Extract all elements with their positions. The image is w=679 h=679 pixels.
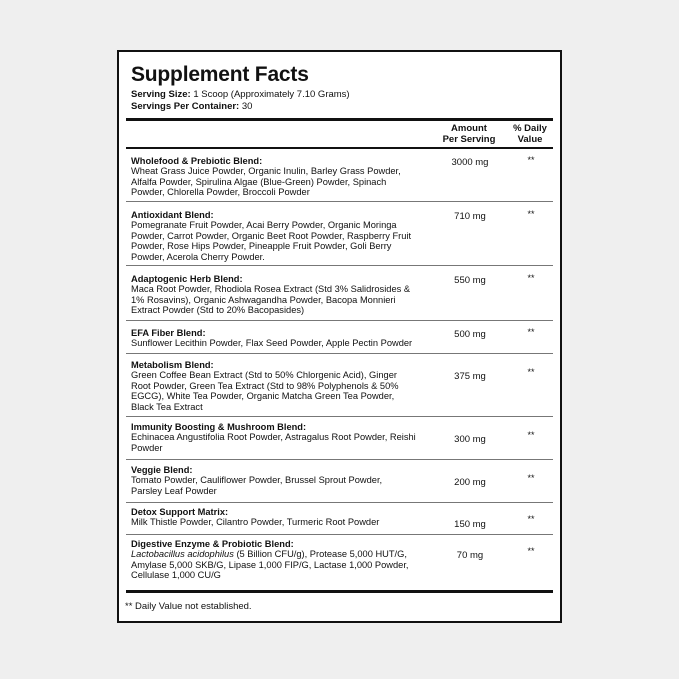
blend-ingredients-rest: (5 Billion CFU/g), Protease 5,000 HUT/G, Amylase 5,000 SKB/G, Lipase 1,000 FIP/G, Lactase 1,000 Powder, Cellulase 1,000 CU/G <box>131 549 409 580</box>
blend-amount: 3000 mg <box>451 157 489 168</box>
blend-daily-value: ** <box>527 209 535 219</box>
blend-ingredients: Wheat Grass Juice Powder, Organic Inulin, Barley Grass Powder, Alfalfa Powder, Spirulina Algae (Blue-Green) Powder, Spinach Powder, Chlorella Powder, Broccoli Powder <box>131 166 401 197</box>
servings-label: Servings Per Container: <box>131 101 240 112</box>
blend-ingredients: Maca Root Powder, Rhodiola Rosea Extract (Std 3% Salidrosides & 1% Rosavins), Organic Ashwagandha Powder, Bacopa Monnieri Extract Powder (Std to 20% Bacopasides) <box>131 284 411 315</box>
blend-amount: 550 mg <box>454 275 486 286</box>
blend-ingredients: Echinacea Angustifolia Root Powder, Astragalus Root Powder, Reishi Powder <box>131 432 416 453</box>
blend-name: Metabolism Blend: <box>131 360 214 370</box>
amount-column-header: Amount Per Serving <box>442 123 496 145</box>
blend-ingredients: Milk Thistle Powder, Cilantro Powder, Turmeric Root Powder <box>131 517 380 527</box>
blend-name: EFA Fiber Blend: <box>131 328 206 338</box>
servings-value: 30 <box>241 101 253 112</box>
blend-amount: 150 mg <box>454 519 486 530</box>
supplement-facts-panel <box>117 50 562 623</box>
blend-amount: 300 mg <box>454 434 486 445</box>
blend-daily-value: ** <box>527 546 535 556</box>
panel-title: Supplement Facts <box>131 63 309 86</box>
blend-amount: 710 mg <box>454 211 486 222</box>
blend-amount: 375 mg <box>454 371 486 382</box>
bottom-divider <box>126 590 553 593</box>
footnote: ** Daily Value not established. <box>125 601 252 612</box>
serving-size <box>131 89 350 101</box>
blend-daily-value: ** <box>527 273 535 283</box>
blend-amount: 500 mg <box>454 329 486 340</box>
blend-ingredients: Tomato Powder, Cauliflower Powder, Brussel Sprout Powder, Parsley Leaf Powder <box>131 475 383 496</box>
blend-row-veggie <box>126 460 553 503</box>
blend-name: Wholefood & Prebiotic Blend: <box>131 156 263 166</box>
blend-name: Immunity Boosting & Mushroom Blend: <box>131 422 307 432</box>
blend-amount: 200 mg <box>454 477 486 488</box>
blend-ingredients: Pomegranate Fruit Powder, Acai Berry Powder, Organic Moringa Powder, Carrot Powder, Organic Beet Root Powder, Raspberry Fruit Powder, Rose Hips Powder, Pineapple Fruit Powder, Goli Berry Powder, Acerola Cherry Powder. <box>131 220 412 262</box>
blend-name: Veggie Blend: <box>131 465 193 475</box>
blend-ingredients: Green Coffee Bean Extract (Std to 50% Chlorgenic Acid), Ginger Root Powder, Green Tea Extract (Std to 98% Polyphenols & 50% EGCG), White Tea Powder, Organic Matcha Green Tea Powder, Black Tea Extract <box>131 370 399 412</box>
blend-daily-value: ** <box>527 514 535 524</box>
blend-row-wholefood <box>126 149 553 202</box>
serving-size-value: 1 Scoop (Approximately 7.10 Grams) <box>193 89 350 100</box>
blend-row-detox <box>126 503 553 535</box>
blend-name: Adaptogenic Herb Blend: <box>131 274 243 284</box>
blend-row-efa-fiber <box>126 321 553 354</box>
top-divider <box>126 118 553 121</box>
blend-daily-value: ** <box>527 327 535 337</box>
blend-amount: 70 mg <box>456 550 484 561</box>
blend-ingredients: Sunflower Lecithin Powder, Flax Seed Powder, Apple Pectin Powder <box>131 338 413 348</box>
blend-daily-value: ** <box>527 473 535 483</box>
blend-ingredients <box>131 549 409 581</box>
blend-daily-value: ** <box>527 430 535 440</box>
blend-row-antioxidant <box>126 202 553 266</box>
blend-name: Antioxidant Blend: <box>131 210 214 220</box>
blend-row-immunity <box>126 417 553 460</box>
probiotic-strain: Lactobacillus acidophilus <box>131 549 234 559</box>
daily-value-column-header: % Daily Value <box>513 123 547 145</box>
servings-per-container <box>131 101 252 113</box>
blend-row-metabolism <box>126 354 553 417</box>
blend-row-digestive <box>126 535 553 590</box>
blend-daily-value: ** <box>527 155 535 165</box>
serving-size-label: Serving Size: <box>131 89 191 100</box>
blend-name: Detox Support Matrix: <box>131 507 229 517</box>
blend-daily-value: ** <box>527 367 535 377</box>
blend-name: Digestive Enzyme & Probiotic Blend: <box>131 539 294 549</box>
blend-row-adaptogenic <box>126 266 553 321</box>
